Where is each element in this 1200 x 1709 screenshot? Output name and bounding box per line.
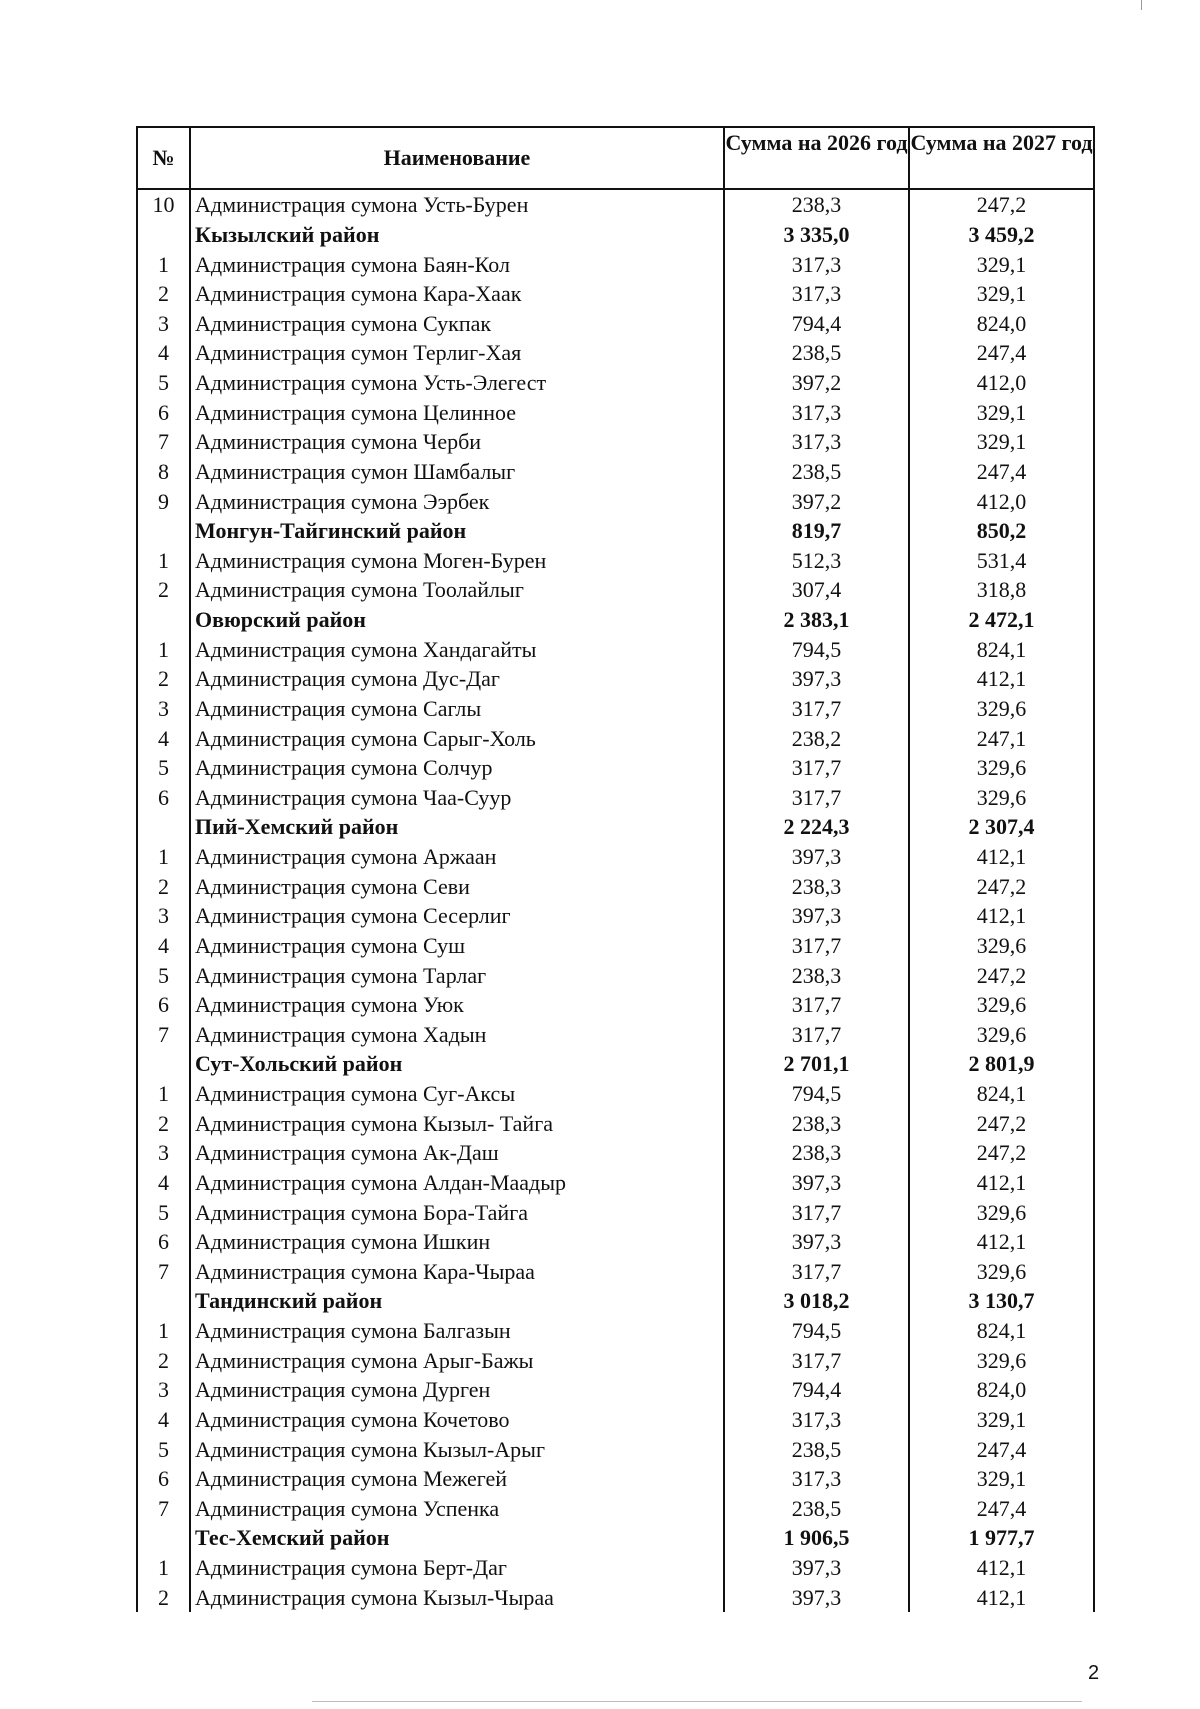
administration-name: Администрация сумона Кара-Хаак [190, 279, 724, 309]
row-number: 4 [137, 723, 190, 753]
administration-name: Администрация сумона Дурген [190, 1375, 724, 1405]
sum-2026: 819,7 [724, 516, 909, 546]
sum-2027: 247,4 [909, 1434, 1094, 1464]
administration-name: Администрация сумона Хандагайты [190, 634, 724, 664]
row-number: 6 [137, 1464, 190, 1494]
row-number: 1 [137, 249, 190, 279]
row-number: 9 [137, 486, 190, 516]
row-number: 7 [137, 427, 190, 457]
district-name: Тес-Хемский район [190, 1523, 724, 1553]
table-row [137, 783, 1094, 813]
sum-2026: 317,7 [724, 931, 909, 961]
table-row [137, 1434, 1094, 1464]
sum-2026: 794,5 [724, 1316, 909, 1346]
row-number: 2 [137, 1345, 190, 1375]
row-number: 1 [137, 546, 190, 576]
sum-2027: 412,0 [909, 368, 1094, 398]
sum-2026: 317,3 [724, 427, 909, 457]
sum-2026: 397,3 [724, 1582, 909, 1612]
sum-2026: 397,2 [724, 368, 909, 398]
sum-2026: 794,4 [724, 309, 909, 339]
sum-2026: 238,5 [724, 1494, 909, 1524]
sum-2027: 329,1 [909, 279, 1094, 309]
administration-name: Администрация сумона Межегей [190, 1464, 724, 1494]
table-row [137, 960, 1094, 990]
table-row [137, 1079, 1094, 1109]
row-number [137, 1049, 190, 1079]
table-row [137, 486, 1094, 516]
district-row [137, 1049, 1094, 1079]
sum-2027: 329,6 [909, 753, 1094, 783]
sum-2027: 329,6 [909, 1257, 1094, 1287]
sum-2026: 238,5 [724, 457, 909, 487]
sum-2026: 317,7 [724, 783, 909, 813]
sum-2026: 317,3 [724, 397, 909, 427]
sum-2026: 794,5 [724, 634, 909, 664]
row-number: 4 [137, 338, 190, 368]
row-number: 2 [137, 871, 190, 901]
administration-name: Администрация сумона Севи [190, 871, 724, 901]
row-number [137, 220, 190, 250]
sum-2026: 397,3 [724, 842, 909, 872]
sum-2027: 412,1 [909, 1553, 1094, 1583]
row-number: 7 [137, 1020, 190, 1050]
district-row [137, 220, 1094, 250]
table-row [137, 1168, 1094, 1198]
row-number [137, 1523, 190, 1553]
sum-2026: 3 335,0 [724, 220, 909, 250]
administration-name: Администрация сумона Берт-Даг [190, 1553, 724, 1583]
table-row [137, 1138, 1094, 1168]
administration-name: Администрация сумона Сукпак [190, 309, 724, 339]
table-row [137, 1464, 1094, 1494]
table-row [137, 753, 1094, 783]
table-row [137, 368, 1094, 398]
table-row [137, 1257, 1094, 1287]
sum-2026: 397,3 [724, 1168, 909, 1198]
district-name: Пий-Хемский район [190, 812, 724, 842]
administration-name: Администрация сумон Терлиг-Хая [190, 338, 724, 368]
sum-2026: 794,5 [724, 1079, 909, 1109]
sum-2027: 531,4 [909, 546, 1094, 576]
administration-name: Администрация сумона Сарыг-Холь [190, 723, 724, 753]
bottom-rule [312, 1701, 1082, 1702]
administration-name: Администрация сумона Кызыл-Чыраа [190, 1582, 724, 1612]
table-row [137, 634, 1094, 664]
sum-2027: 329,6 [909, 931, 1094, 961]
sum-2026: 317,7 [724, 990, 909, 1020]
table-row [137, 694, 1094, 724]
sum-2027: 412,1 [909, 1168, 1094, 1198]
sum-2026: 3 018,2 [724, 1286, 909, 1316]
sum-2026: 317,7 [724, 1197, 909, 1227]
sum-2026: 317,7 [724, 1020, 909, 1050]
administration-name: Администрация сумона Кочетово [190, 1405, 724, 1435]
row-number: 1 [137, 842, 190, 872]
sum-2027: 412,1 [909, 1582, 1094, 1612]
sum-2027: 412,1 [909, 1227, 1094, 1257]
scan-mark [1141, 0, 1142, 10]
row-number: 3 [137, 1375, 190, 1405]
district-name: Монгун-Тайгинский район [190, 516, 724, 546]
district-row [137, 812, 1094, 842]
sum-2027: 247,2 [909, 189, 1094, 220]
administration-name: Администрация сумона Усть-Элегест [190, 368, 724, 398]
sum-2027: 3 459,2 [909, 220, 1094, 250]
row-number: 6 [137, 1227, 190, 1257]
sum-2027: 329,6 [909, 1197, 1094, 1227]
table-row [137, 1345, 1094, 1375]
sum-2027: 247,2 [909, 1138, 1094, 1168]
sum-2027: 3 130,7 [909, 1286, 1094, 1316]
row-number: 5 [137, 753, 190, 783]
administration-name: Администрация сумона Алдан-Маадыр [190, 1168, 724, 1198]
administration-name: Администрация сумона Успенка [190, 1494, 724, 1524]
row-number: 8 [137, 457, 190, 487]
sum-2026: 238,3 [724, 1138, 909, 1168]
sum-2027: 247,2 [909, 871, 1094, 901]
sum-2027: 329,1 [909, 427, 1094, 457]
row-number: 2 [137, 1582, 190, 1612]
table-row [137, 1494, 1094, 1524]
row-number: 10 [137, 189, 190, 220]
administration-name: Администрация сумона Суг-Аксы [190, 1079, 724, 1109]
table-header-row [137, 127, 1094, 189]
sum-2027: 824,0 [909, 309, 1094, 339]
sum-2027: 329,6 [909, 694, 1094, 724]
row-number: 5 [137, 960, 190, 990]
sum-2027: 412,1 [909, 842, 1094, 872]
row-number: 6 [137, 397, 190, 427]
sum-2026: 238,3 [724, 1108, 909, 1138]
table-body [137, 189, 1094, 1612]
sum-2026: 307,4 [724, 575, 909, 605]
row-number: 6 [137, 990, 190, 1020]
administration-name: Администрация сумона Кызыл-Арыг [190, 1434, 724, 1464]
sum-2027: 1 977,7 [909, 1523, 1094, 1553]
sum-2026: 238,5 [724, 338, 909, 368]
table-row [137, 1405, 1094, 1435]
row-number: 3 [137, 901, 190, 931]
row-number: 1 [137, 1553, 190, 1583]
sum-2027: 412,1 [909, 664, 1094, 694]
header-sum-2027: Сумма на 2027 год [909, 127, 1094, 189]
sum-2026: 397,3 [724, 1553, 909, 1583]
sum-2026: 238,5 [724, 1434, 909, 1464]
administration-name: Администрация сумона Хадын [190, 1020, 724, 1050]
administration-name: Администрация сумона Аржаан [190, 842, 724, 872]
district-name: Кызылский район [190, 220, 724, 250]
administration-name: Администрация сумона Солчур [190, 753, 724, 783]
sum-2027: 329,1 [909, 249, 1094, 279]
sum-2026: 317,3 [724, 279, 909, 309]
sum-2027: 824,1 [909, 634, 1094, 664]
table-row [137, 931, 1094, 961]
sum-2027: 824,0 [909, 1375, 1094, 1405]
table-row [137, 990, 1094, 1020]
row-number: 2 [137, 664, 190, 694]
header-sum-2026: Сумма на 2026 год [724, 127, 909, 189]
table-row [137, 338, 1094, 368]
sum-2026: 512,3 [724, 546, 909, 576]
sum-2026: 397,3 [724, 901, 909, 931]
sum-2027: 824,1 [909, 1316, 1094, 1346]
administration-name: Администрация сумона Ишкин [190, 1227, 724, 1257]
sum-2027: 2 801,9 [909, 1049, 1094, 1079]
administration-name: Администрация сумона Усть-Бурен [190, 189, 724, 220]
administration-name: Администрация сумона Бора-Тайга [190, 1197, 724, 1227]
table-row [137, 1108, 1094, 1138]
row-number: 1 [137, 1079, 190, 1109]
administration-name: Администрация сумона Дус-Даг [190, 664, 724, 694]
budget-table [136, 126, 1095, 1612]
sum-2027: 329,6 [909, 1345, 1094, 1375]
table-row [137, 457, 1094, 487]
sum-2027: 2 307,4 [909, 812, 1094, 842]
table-row [137, 871, 1094, 901]
row-number: 2 [137, 279, 190, 309]
administration-name: Администрация сумона Уюк [190, 990, 724, 1020]
row-number: 4 [137, 931, 190, 961]
sum-2027: 329,6 [909, 783, 1094, 813]
sum-2026: 397,2 [724, 486, 909, 516]
sum-2026: 317,3 [724, 1464, 909, 1494]
table-row [137, 1197, 1094, 1227]
row-number: 3 [137, 1138, 190, 1168]
district-name: Тандинский район [190, 1286, 724, 1316]
sum-2027: 412,1 [909, 901, 1094, 931]
administration-name: Администрация сумона Суш [190, 931, 724, 961]
sum-2026: 1 906,5 [724, 1523, 909, 1553]
row-number: 7 [137, 1257, 190, 1287]
sum-2027: 247,2 [909, 960, 1094, 990]
sum-2026: 238,3 [724, 871, 909, 901]
sum-2026: 2 701,1 [724, 1049, 909, 1079]
administration-name: Администрация сумона Ээрбек [190, 486, 724, 516]
row-number: 4 [137, 1168, 190, 1198]
sum-2026: 317,3 [724, 1405, 909, 1435]
district-name: Овюрский район [190, 605, 724, 635]
sum-2027: 318,8 [909, 575, 1094, 605]
table-row [137, 901, 1094, 931]
table-row [137, 1582, 1094, 1612]
administration-name: Администрация сумона Балгазын [190, 1316, 724, 1346]
sum-2027: 412,0 [909, 486, 1094, 516]
row-number: 7 [137, 1494, 190, 1524]
sum-2027: 329,6 [909, 1020, 1094, 1050]
header-name: Наименование [190, 127, 724, 189]
sum-2027: 824,1 [909, 1079, 1094, 1109]
table-row [137, 575, 1094, 605]
administration-name: Администрация сумон Шамбалыг [190, 457, 724, 487]
sum-2027: 247,4 [909, 1494, 1094, 1524]
row-number: 5 [137, 368, 190, 398]
sum-2026: 238,3 [724, 960, 909, 990]
table-row [137, 723, 1094, 753]
table-row [137, 842, 1094, 872]
table-row [137, 546, 1094, 576]
administration-name: Администрация сумона Кызыл- Тайга [190, 1108, 724, 1138]
row-number: 5 [137, 1197, 190, 1227]
sum-2026: 317,7 [724, 753, 909, 783]
sum-2027: 247,2 [909, 1108, 1094, 1138]
table-row [137, 309, 1094, 339]
page-number: 2 [1088, 1662, 1100, 1684]
table-row [137, 189, 1094, 220]
table-row [137, 1316, 1094, 1346]
administration-name: Администрация сумона Кара-Чыраа [190, 1257, 724, 1287]
sum-2026: 397,3 [724, 1227, 909, 1257]
sum-2026: 2 224,3 [724, 812, 909, 842]
sum-2026: 317,7 [724, 1345, 909, 1375]
administration-name: Администрация сумона Целинное [190, 397, 724, 427]
administration-name: Администрация сумона Чаа-Суур [190, 783, 724, 813]
administration-name: Администрация сумона Баян-Кол [190, 249, 724, 279]
sum-2027: 247,1 [909, 723, 1094, 753]
sum-2026: 238,3 [724, 189, 909, 220]
table-row [137, 427, 1094, 457]
sum-2026: 317,7 [724, 694, 909, 724]
district-row [137, 1523, 1094, 1553]
table-row [137, 664, 1094, 694]
row-number: 6 [137, 783, 190, 813]
sum-2027: 329,1 [909, 397, 1094, 427]
sum-2027: 329,1 [909, 1405, 1094, 1435]
administration-name: Администрация сумона Моген-Бурен [190, 546, 724, 576]
row-number: 5 [137, 1434, 190, 1464]
row-number [137, 812, 190, 842]
sum-2026: 2 383,1 [724, 605, 909, 635]
row-number: 2 [137, 1108, 190, 1138]
table-row [137, 1227, 1094, 1257]
sum-2027: 329,6 [909, 990, 1094, 1020]
sum-2026: 397,3 [724, 664, 909, 694]
district-row [137, 1286, 1094, 1316]
administration-name: Администрация сумона Тарлаг [190, 960, 724, 990]
sum-2027: 247,4 [909, 338, 1094, 368]
sum-2026: 238,2 [724, 723, 909, 753]
row-number: 1 [137, 634, 190, 664]
row-number: 1 [137, 1316, 190, 1346]
row-number: 3 [137, 694, 190, 724]
administration-name: Администрация сумона Тоолайлыг [190, 575, 724, 605]
administration-name: Администрация сумона Сесерлиг [190, 901, 724, 931]
header-num: № [137, 127, 190, 189]
row-number [137, 605, 190, 635]
administration-name: Администрация сумона Черби [190, 427, 724, 457]
administration-name: Администрация сумона Арыг-Бажы [190, 1345, 724, 1375]
district-row [137, 605, 1094, 635]
sum-2027: 2 472,1 [909, 605, 1094, 635]
sum-2027: 850,2 [909, 516, 1094, 546]
district-row [137, 516, 1094, 546]
row-number: 4 [137, 1405, 190, 1435]
sum-2026: 317,7 [724, 1257, 909, 1287]
table-row [137, 1020, 1094, 1050]
row-number: 3 [137, 309, 190, 339]
sum-2026: 794,4 [724, 1375, 909, 1405]
row-number [137, 1286, 190, 1316]
sum-2027: 329,1 [909, 1464, 1094, 1494]
row-number: 2 [137, 575, 190, 605]
table-row [137, 397, 1094, 427]
administration-name: Администрация сумона Ак-Даш [190, 1138, 724, 1168]
table-row [137, 1375, 1094, 1405]
table-row [137, 249, 1094, 279]
administration-name: Администрация сумона Саглы [190, 694, 724, 724]
row-number [137, 516, 190, 546]
sum-2026: 317,3 [724, 249, 909, 279]
table-row [137, 279, 1094, 309]
sum-2027: 247,4 [909, 457, 1094, 487]
district-name: Сут-Хольский район [190, 1049, 724, 1079]
table-row [137, 1553, 1094, 1583]
